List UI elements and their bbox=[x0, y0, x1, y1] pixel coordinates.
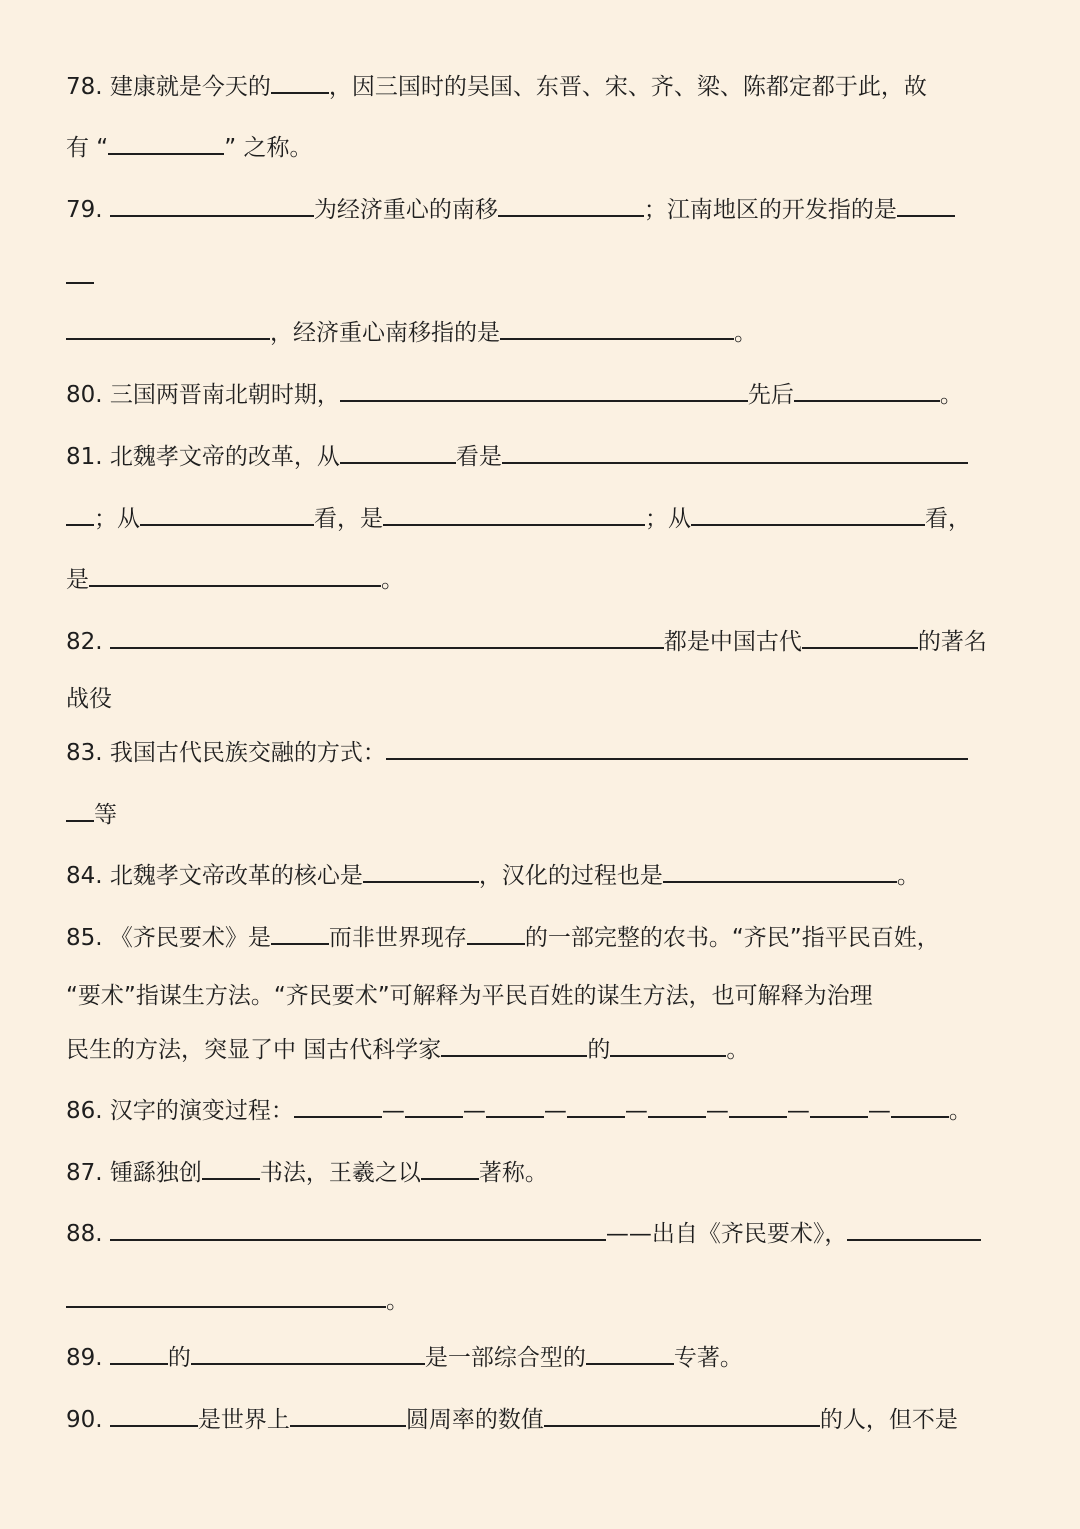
answer-blank[interactable] bbox=[691, 506, 925, 526]
dash: — bbox=[867, 1098, 891, 1124]
q85-line-2 bbox=[66, 981, 1040, 1011]
q89-text: 89. bbox=[66, 1345, 110, 1371]
answer-blank[interactable] bbox=[110, 1345, 168, 1365]
q82-text: 的著名 bbox=[917, 629, 987, 655]
answer-blank[interactable] bbox=[290, 1407, 406, 1427]
answer-blank[interactable] bbox=[110, 197, 314, 217]
answer-blank[interactable] bbox=[110, 1407, 198, 1427]
answer-blank[interactable] bbox=[729, 1098, 787, 1118]
q81-text: 看， bbox=[925, 506, 971, 532]
q90-line-1 bbox=[66, 1405, 1040, 1435]
q90-text: 90. bbox=[66, 1407, 110, 1433]
answer-blank[interactable] bbox=[191, 1345, 425, 1365]
q84-text: 84. 北魏孝文帝改革的核心是 bbox=[66, 863, 363, 889]
q85-text: 民生的方法，突显了中 国古代科学家 bbox=[66, 1037, 442, 1063]
q90-text: 是世界上 bbox=[197, 1407, 290, 1433]
q89-text: 专著。 bbox=[673, 1345, 743, 1371]
answer-blank[interactable] bbox=[586, 1345, 674, 1365]
q85-text: 。 bbox=[726, 1037, 750, 1063]
q90-text: 的人，但不是 bbox=[819, 1407, 958, 1433]
answer-blank[interactable] bbox=[441, 1037, 587, 1057]
answer-blank[interactable] bbox=[271, 74, 329, 94]
answer-blank[interactable] bbox=[202, 1160, 260, 1180]
q78-text: ，因三国时的吴国、东晋、宋、齐、梁、陈都定都于此，故 bbox=[328, 74, 927, 100]
q88-text: ——出自《齐民要术》， bbox=[605, 1221, 848, 1247]
q80-line-1 bbox=[66, 380, 1040, 410]
q81-line-2 bbox=[66, 504, 1040, 534]
q78-text: ” 之称。 bbox=[224, 135, 313, 161]
q80-text: 。 bbox=[939, 382, 963, 408]
q83-text: 等 bbox=[94, 802, 117, 828]
answer-blank[interactable] bbox=[421, 1160, 479, 1180]
q79-text: 为经济重心的南移 bbox=[313, 197, 498, 223]
q81-text: 是 bbox=[66, 567, 89, 593]
q89-text: 的 bbox=[167, 1345, 191, 1371]
q83-line-2 bbox=[66, 800, 1040, 830]
q81-text: 看是 bbox=[455, 444, 502, 470]
q81-text: 81. 北魏孝文帝的改革，从 bbox=[66, 444, 340, 470]
answer-blank[interactable] bbox=[66, 506, 94, 526]
q82-text: 都是中国古代 bbox=[663, 629, 802, 655]
answer-blank[interactable] bbox=[663, 863, 897, 883]
q88-text: 88. bbox=[66, 1221, 110, 1247]
q85-text: 而非世界现存 bbox=[328, 925, 467, 951]
q81-text: 。 bbox=[381, 567, 404, 593]
answer-blank[interactable] bbox=[66, 264, 94, 284]
answer-blank[interactable] bbox=[486, 1098, 544, 1118]
q87-text: 著称。 bbox=[478, 1160, 548, 1186]
q90-text: 圆周率的数值 bbox=[405, 1407, 544, 1433]
q86-line-1 bbox=[66, 1096, 1040, 1126]
q85-text: 的 bbox=[587, 1037, 611, 1063]
answer-blank[interactable] bbox=[140, 506, 314, 526]
q79-text: 79. bbox=[66, 197, 110, 223]
dash: — bbox=[786, 1098, 810, 1124]
q81-line-1 bbox=[66, 442, 1040, 472]
q84-line-1 bbox=[66, 861, 1040, 891]
answer-blank[interactable] bbox=[648, 1098, 706, 1118]
answer-blank[interactable] bbox=[405, 1098, 463, 1118]
q84-text: ，汉化的过程也是 bbox=[478, 863, 663, 889]
dash: — bbox=[462, 1098, 486, 1124]
q81-text: ；从 bbox=[645, 506, 691, 532]
q88-text: 。 bbox=[386, 1288, 409, 1314]
q82-text: 82. bbox=[66, 629, 110, 655]
answer-blank[interactable] bbox=[294, 1098, 382, 1118]
answer-blank[interactable] bbox=[89, 567, 381, 587]
q79-text: 。 bbox=[734, 320, 757, 346]
q85-text: 的一部完整的农书。“齐民”指平民百姓， bbox=[524, 925, 940, 951]
answer-blank[interactable] bbox=[500, 320, 734, 340]
answer-blank[interactable] bbox=[502, 444, 968, 464]
answer-blank[interactable] bbox=[383, 506, 645, 526]
q81-line-3 bbox=[66, 565, 1040, 595]
answer-blank[interactable] bbox=[498, 197, 644, 217]
q78-text: 78. 建康就是今天的 bbox=[66, 74, 271, 100]
dash: — bbox=[543, 1098, 567, 1124]
dash: — bbox=[624, 1098, 648, 1124]
answer-blank[interactable] bbox=[110, 1221, 606, 1241]
q82-line-2 bbox=[66, 684, 1040, 714]
dash: — bbox=[381, 1098, 405, 1124]
answer-blank[interactable] bbox=[567, 1098, 625, 1118]
answer-blank[interactable] bbox=[891, 1098, 949, 1118]
q81-text: ；从 bbox=[94, 506, 140, 532]
q79-text: ，经济重心南移指的是 bbox=[270, 320, 500, 346]
q85-text: 85. 《齐民要术》是 bbox=[66, 925, 271, 951]
answer-blank[interactable] bbox=[66, 1288, 386, 1308]
q79-line-2 bbox=[66, 262, 1040, 292]
answer-blank[interactable] bbox=[66, 802, 94, 822]
answer-blank[interactable] bbox=[897, 197, 955, 217]
answer-blank[interactable] bbox=[386, 740, 968, 760]
answer-blank[interactable] bbox=[66, 320, 270, 340]
answer-blank[interactable] bbox=[810, 1098, 868, 1118]
answer-blank[interactable] bbox=[794, 382, 940, 402]
q88-line-1 bbox=[66, 1219, 1040, 1249]
answer-blank[interactable] bbox=[467, 925, 525, 945]
q85-text: “要术”指谋生方法。“齐民要术”可解释为平民百姓的谋生方法，也可解释为治理 bbox=[66, 983, 873, 1009]
q84-text: 。 bbox=[896, 863, 920, 889]
answer-blank[interactable] bbox=[847, 1221, 981, 1241]
answer-blank[interactable] bbox=[544, 1407, 820, 1427]
q78-line-2 bbox=[66, 133, 1040, 163]
q78-line-1 bbox=[66, 72, 1040, 102]
answer-blank[interactable] bbox=[110, 629, 664, 649]
q89-line-1 bbox=[66, 1343, 1040, 1373]
q87-text: 书法，王羲之以 bbox=[259, 1160, 421, 1186]
q80-text: 先后 bbox=[747, 382, 794, 408]
q83-text: 83. 我国古代民族交融的方式： bbox=[66, 740, 386, 766]
q86-text: 。 bbox=[948, 1098, 972, 1124]
q87-line-1 bbox=[66, 1158, 1040, 1188]
q85-line-1 bbox=[66, 923, 1040, 953]
answer-blank[interactable] bbox=[340, 444, 456, 464]
q79-line-1 bbox=[66, 195, 1040, 225]
answer-blank[interactable] bbox=[108, 135, 224, 155]
answer-blank[interactable] bbox=[271, 925, 329, 945]
q79-text: ；江南地区的开发指的是 bbox=[643, 197, 897, 223]
q82-text: 战役 bbox=[66, 686, 112, 712]
dash: — bbox=[705, 1098, 729, 1124]
answer-blank[interactable] bbox=[363, 863, 479, 883]
q85-line-3 bbox=[66, 1035, 1040, 1065]
q87-text: 87. 锺繇独创 bbox=[66, 1160, 202, 1186]
q82-line-1 bbox=[66, 627, 1040, 657]
answer-blank[interactable] bbox=[802, 629, 918, 649]
q80-text: 80. 三国两晋南北朝时期， bbox=[66, 382, 340, 408]
q83-line-1 bbox=[66, 738, 1040, 768]
answer-blank[interactable] bbox=[610, 1037, 726, 1057]
q78-text: 有 “ bbox=[66, 135, 109, 161]
q81-text: 看，是 bbox=[314, 506, 383, 532]
q86-text: 86. 汉字的演变过程： bbox=[66, 1098, 294, 1124]
answer-blank[interactable] bbox=[340, 382, 748, 402]
q79-line-3 bbox=[66, 318, 1040, 348]
q88-line-2 bbox=[66, 1286, 1040, 1316]
q89-text: 是一部综合型的 bbox=[424, 1345, 586, 1371]
